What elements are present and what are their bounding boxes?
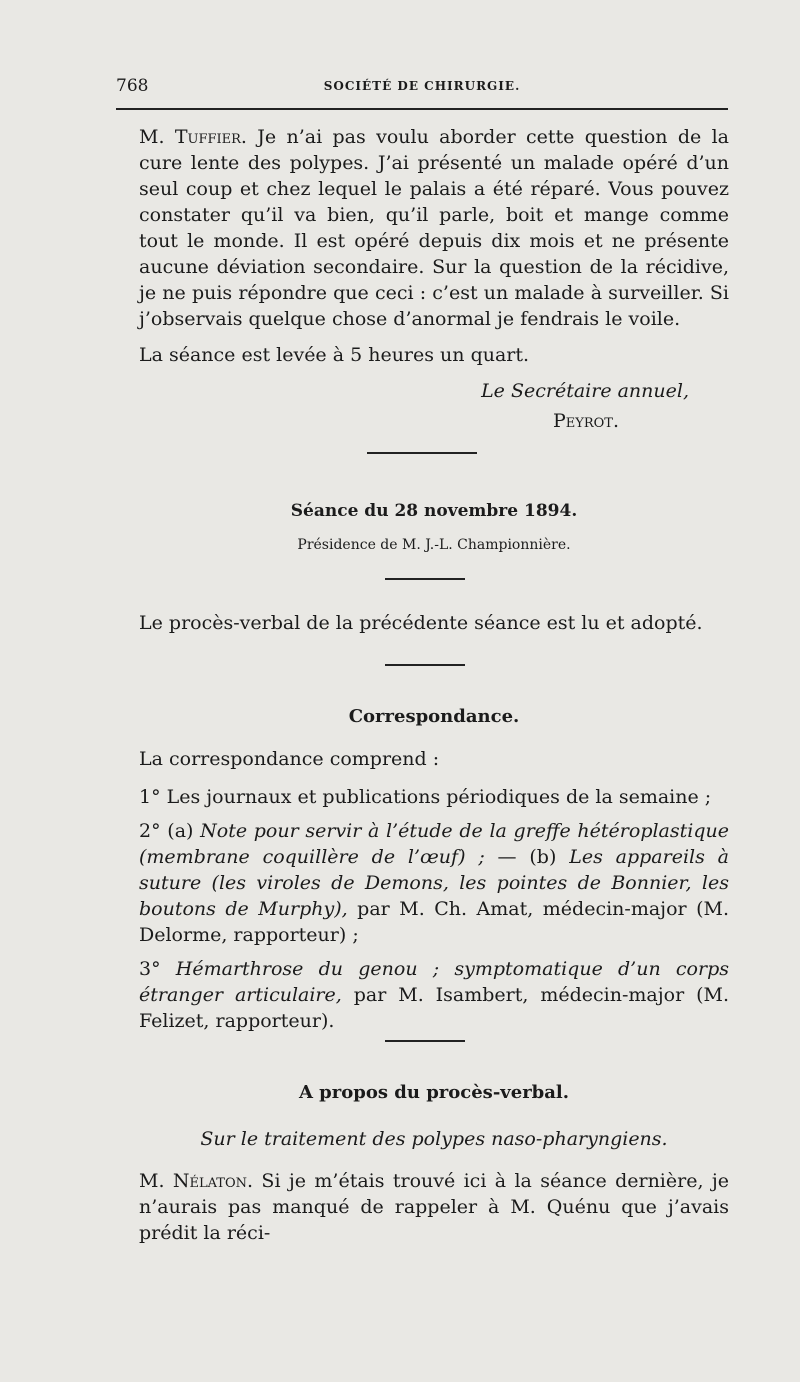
item2-a-title: Note pour servir à l’étude de la greffe hétéroplastique (membrane coquillère de l’œuf) ; [139, 820, 729, 868]
running-header [116, 76, 728, 100]
nelaton-paragraph [139, 1168, 729, 1246]
correspondance-item-2 [139, 818, 729, 948]
section-rule [367, 452, 477, 454]
section-rule [385, 664, 465, 666]
correspondance-heading: Correspondance. [348, 706, 520, 727]
item3-title: Hémarthrose du genou ; symptomatique d’un corps étranger articulaire, [139, 958, 729, 1006]
correspondance-item-1: 1° Les journaux et publications périodiques de la semaine ; [139, 786, 712, 808]
proces-verbal-subheading: Sur le traitement des polypes naso-pharyngiens. [200, 1128, 668, 1150]
speaker-nelaton: M. Nélaton. [139, 1170, 254, 1192]
item3-tail: par M. Isambert, médecin-major (M. Felizet, rapporteur). [139, 984, 729, 1032]
item2-label: 2° (a) [139, 820, 201, 842]
page-number: 768 [116, 76, 149, 96]
item2-dash: — (b) [484, 846, 570, 868]
tuffier-paragraph [139, 124, 729, 332]
section-rule [385, 578, 465, 580]
session-title: Séance du 28 novembre 1894. [290, 501, 578, 521]
speaker-tuffier: M. Tuffier. [139, 126, 247, 148]
proces-verbal-heading: A propos du procès-verbal. [298, 1082, 570, 1103]
session-presidency: Présidence de M. J.-L. Championnière. [297, 537, 571, 553]
tuffier-text: Je n’ai pas voulu aborder cette question de la cure lente des polypes. J’ai présenté un malade opéré d’un seul coup et chez lequel le palais a été réparé. Vous pouvez constater qu’il va bien, qu’il parle, boit et mange comme tout le monde. Il est opéré depuis dix mois et ne présente aucune déviation secondaire. Sur la question de la récidive, je ne puis répondre que ceci : c’est un malade à surveiller. Si j’observais quelque chose d’anormal je fendrais le voile. [139, 126, 730, 330]
correspondance-intro: La correspondance comprend : [139, 748, 440, 770]
secretary-role: Le Secrétaire annuel, [481, 380, 689, 402]
minutes-adopted: Le procès-verbal de la précédente séance est lu et adopté. [139, 612, 703, 634]
page-body [139, 124, 729, 1246]
header-rule [116, 108, 728, 110]
item2-b-title: Les appareils à suture (les viroles de Demons, les pointes de Bonnier, les boutons de Murphy), [139, 846, 730, 920]
secretary-name: Peyrot. [552, 410, 619, 432]
nelaton-text: Si je m’étais trouvé ici à la séance dernière, je n’aurais pas manqué de rappeler à M. Quénu que j’avais prédit la réci- [139, 1170, 730, 1244]
item3-label: 3° [139, 958, 176, 980]
section-rule [385, 1040, 465, 1042]
item2-tail: par M. Ch. Amat, médecin-major (M. Delorme, rapporteur) ; [139, 898, 729, 946]
running-title: SOCIÉTÉ DE CHIRURGIE. [323, 79, 521, 93]
correspondance-item-3 [139, 956, 729, 1034]
closing-line: La séance est levée à 5 heures un quart. [139, 344, 530, 366]
